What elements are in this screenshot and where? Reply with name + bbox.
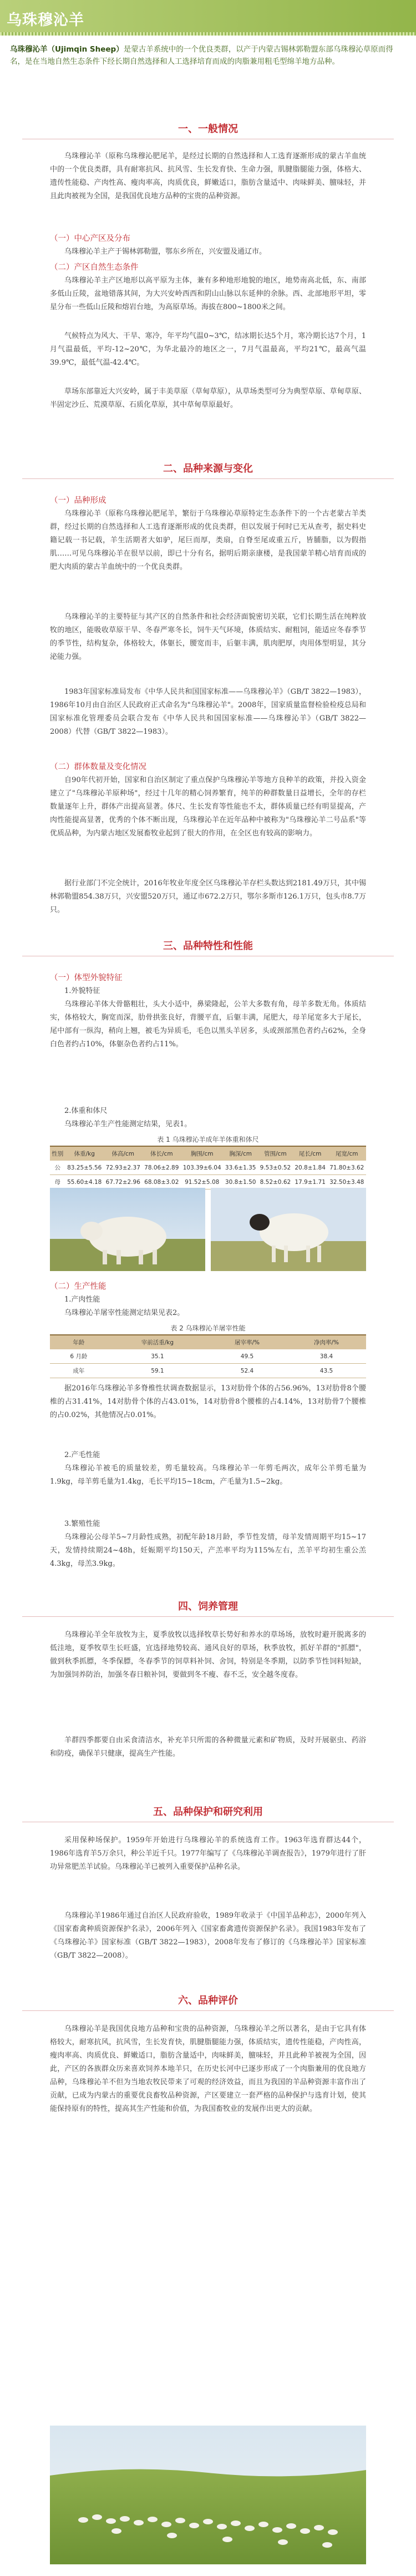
table-header-row <box>50 1335 366 1349</box>
table-cell: 32.50±3.48 <box>327 1175 366 1189</box>
list-item-heading: 3.繁殖性能 <box>64 1520 100 1528</box>
section-title-5: 五、品种保护和研究利用 <box>153 1806 263 1818</box>
col-header: 性别 <box>50 1146 65 1161</box>
table-cell: 6 月龄 <box>50 1349 108 1364</box>
table-caption: 表 2 乌珠穆沁羊屠宰性能 <box>170 1324 246 1332</box>
intro-paragraph <box>10 43 406 68</box>
paragraph: 乌珠穆沁羊屠宰性能测定结果见表2。 <box>64 1309 185 1317</box>
table-cell: 成年 <box>50 1364 108 1378</box>
table-cell: 52.4 <box>207 1364 287 1378</box>
paragraph: 乌珠穆沁羊全年放牧为主，夏季放牧以选择牧草长势好和养水的草场场，放牧时避开脱离多的低洼地，夏季牧草生长旺盛，宜选择地势较高、通风良好的草场，秋季放牧，抓好羊群的"抓膘"，做到秋季抓膘，冬季保膘，冬春季节的饲草料补饲、舍饲，特别是冬季期，以防季节性饲料短缺，为加强饲养防治，加强冬春日粮补饲，要做到冬不瘦、春不乏，安全越冬度春。 <box>50 1631 366 1679</box>
title-bar <box>0 0 416 36</box>
table-caption: 表 1 乌珠穆沁羊成年羊体重和体尺 <box>157 1136 259 1143</box>
table-row <box>50 1175 366 1189</box>
grassland-flock-photo <box>50 2426 366 2564</box>
col-header: 屠宰率/% <box>207 1335 287 1349</box>
table-cell: 20.8±1.84 <box>293 1161 328 1175</box>
paragraph: 乌珠穆沁羊被毛的质量较差，剪毛量较高。乌珠穆沁羊一年剪毛两次，成年公羊剪毛量为1.9kg，母羊剪毛量为1.4kg，毛长平均15~18cm，产毛量为1.5~2kg。 <box>50 1464 366 1486</box>
table-cell: 8.52±0.62 <box>258 1175 293 1189</box>
paragraph: 据2016年乌珠穆沁羊多脊椎性状调查数据显示，13对肋骨个体的占56.96%，13对肋骨8个腰椎的占31.41%，14对肋骨个体的占43.01%，14对肋骨8个腰椎的占4.14%，13对肋骨7个腰椎的占0.02%，其他情况占0.01%。 <box>50 1384 366 1419</box>
section-divider <box>22 2010 394 2011</box>
table-cell: 103.39±6.04 <box>181 1161 223 1175</box>
section-title-1: 一、一般情况 <box>178 123 238 135</box>
slaughter-table <box>50 1334 366 1378</box>
sheep-photo-2 <box>211 1188 366 1271</box>
table-cell: 17.9±1.71 <box>293 1175 328 1189</box>
table-cell: 9.53±0.52 <box>258 1161 293 1175</box>
table-cell: 67.72±2.96 <box>104 1175 143 1189</box>
paragraph: 1983年国家标准局发布《中华人民共和国国家标准——乌珠穆沁羊》（GB/T 3822—1983），1986年10月由自治区人民政府正式命名为"乌珠穆沁羊"。2008年，国家质量监督检验检疫总局和国家标准化管理委员会联合发布《中华人民共和国国家标准——乌珠穆沁羊》（GB/T 3822—2008）代替（GB/T 3822—1983）。 <box>50 688 366 736</box>
paragraph: 乌珠穆沁羊主产于锡林郭勒盟，鄂东乡所在，兴安盟及通辽市。 <box>64 248 267 256</box>
table-cell: 母 <box>50 1175 65 1189</box>
col-header: 胸深/cm <box>223 1146 258 1161</box>
table-cell: 55.60±4.18 <box>65 1175 104 1189</box>
title-underline <box>0 32 416 36</box>
table-cell: 68.08±3.02 <box>143 1175 181 1189</box>
table-cell: 43.5 <box>287 1364 366 1378</box>
paragraph: 乌珠穆沁羊1986年通过自治区人民政府验收，1989年收录于《中国羊品种志》，2000年列入《国家畜禽种质资源保护名录》，2006年列入《国家畜禽遗传资源保护名录》。我国1983年发布了《乌珠穆沁羊》国家标准（GB/T 3822—1983），2008年发布了修订的《乌珠穆沁羊》国家标准（GB/T 3822—2008）。 <box>50 1912 366 1960</box>
paragraph: 自90年代初开始，国家和自治区制定了重点保护乌珠穆沁羊等地方良种羊的政策，并投入资金建立了"乌珠穆沁羊原种场"，经过十几年的精心饲养繁育，纯羊的种群数量日益增长，全年的存栏数量逐年上升，群体产出提高显著。体尺、生长发育等性能也不太，群体质量已经有明显提高，产肉性能提高显著，优秀的个体不断出现，乌珠穆沁羊在近年品种中被称为"乌珠穆沁羊二号品系"等优质品种，为内蒙古地区发展畜牧业起到了很大的作用，在全区也有较高的影响力。 <box>50 776 366 838</box>
sheep-photo-1 <box>50 1188 205 1271</box>
col-header: 净肉率/% <box>287 1335 366 1349</box>
list-item-heading: 1.外貌特征 <box>64 987 100 995</box>
table-cell: 59.1 <box>108 1364 207 1378</box>
list-item-heading: 2.产毛性能 <box>64 1451 100 1459</box>
paragraph: 乌珠穆沁羊主产区地形以高平原为主体，兼有多种地形地貌的地区，地势南高北低，东、南部多低山丘陵，盆地错落其间，为大兴安岭西西和阴山山脉以东延伸的余脉。西、北部地形平坦，零星分布一些低山丘陵和熔岩台地，为高原草场。海拔在800~1800米之间。 <box>50 276 366 311</box>
section-title-4: 四、饲养管理 <box>178 1601 238 1612</box>
paragraph: 乌珠穆沁公母羊5~7月龄性成熟，初配年龄18月龄，季节性发情，母羊发情周期平均15~17天，发情持续期24~48h，妊娠期平均150天，产羔率平均为115%左右，羔羊平均初生重公羔4.3kg，母羔3.9kg。 <box>50 1533 366 1568</box>
paragraph: 乌珠穆沁羊体大骨骼粗壮，头大小适中，鼻梁隆起，公羊大多数有角，母羊多数无角。体质结实，体格较大，胸宽而深，肋骨拱张良好，背腰平直，后躯丰满，尾肥大，母羊尾宽多大于尾长，尾中部有一纵沟，稍向上翘，被毛为异质毛，毛色以黑头羊居多，头或颈部黑色者约占62%，全身白色者约占10%，体躯杂色者约占11%。 <box>50 1000 366 1048</box>
section-title-6: 六、品种评价 <box>178 1995 238 2007</box>
subheading: （二）群体数量及变化情况 <box>50 763 146 772</box>
section-title-2: 二、品种来源与变化 <box>163 463 253 475</box>
intro-lead: 乌珠穆沁羊（Ujimqin Sheep） <box>10 45 124 54</box>
paragraph: 草场东部靠近大兴安岭，属于丰美草原（草甸草原），从草场类型可分为典型草原、草甸草原、半固定沙丘、荒漠草原、石质化草原，其中草甸草原最好。 <box>50 387 366 409</box>
subheading: （一）品种形成 <box>50 496 106 505</box>
page-title: 乌珠穆沁羊 <box>7 12 84 29</box>
paragraph: 羊群四季都要自由采食清洁水，补充羊只所需的各种微量元素和矿物质，及时开展驱虫、药浴和防疫，确保羊只健康，提高生产性能。 <box>50 1736 366 1758</box>
subheading: （二）生产性能 <box>50 1282 106 1291</box>
table-row <box>50 1349 366 1364</box>
subheading: （一）体型外貌特征 <box>50 974 123 982</box>
body-size-table <box>50 1146 366 1189</box>
paragraph: 乌珠穆沁羊（原称乌珠穆沁肥尾羊，繁衍于乌珠穆沁草原特定生态条件下的一个古老蒙古羊类群，经过长期的自然选择和人工选育逐渐形成的优良类群，但以发展于何时已无从查考，据史料史籍记载一书记载，羊生活期者大如驴，尾巨而厚，类扇，自脊至尾或重五斤，皆脯脂，以为假指肌……可见乌珠穆沁羊在很早以前，即已十分有名，据明后期亲康楼，是我国蒙羊精心培育而成的肥大肉质的蒙古羊血统中的一个优良类群。 <box>50 510 366 571</box>
section-title-3: 三、品种特性和性能 <box>163 940 253 952</box>
col-header: 体长/cm <box>143 1146 181 1161</box>
col-header: 体重/kg <box>65 1146 104 1161</box>
table-cell: 33.6±1.35 <box>223 1161 258 1175</box>
paragraph: 乌珠穆沁羊生产性能测定结果，见表1。 <box>64 1120 192 1128</box>
table-cell: 公 <box>50 1161 65 1175</box>
paragraph: 乌珠穆沁羊（原称乌珠穆沁肥尾羊，是经过长期的自然选择和人工选育逐渐形成的蒙古羊血统中的一个优良类群，具有耐寒抗风、抗风雪、生长发育快、生命力强，肌腱脂腿能力强，体格大、遗传性能稳、产肉性高、瘦肉率高，肉质优良，鲜嫩适口，脂肪含量适中、肉味鲜美、膻味轻，并且此肉被视为全国，是我国优良地方品种的宝贵的品种资源。 <box>50 152 366 200</box>
intro-text: 是蒙古羊系统中的一个优良类群，以产于内蒙古锡林郭勒盟东部乌珠穆沁草原而得名，是在当地自然生态条件下经长期自然选择和人工选择培育而成的肉脂兼用粗毛型绵羊地方品种。 <box>10 45 393 66</box>
table-cell: 91.52±5.08 <box>181 1175 223 1189</box>
table-cell: 38.4 <box>287 1349 366 1364</box>
table-cell: 35.1 <box>108 1349 207 1364</box>
section-divider <box>22 1616 394 1617</box>
col-header: 年龄 <box>50 1335 108 1349</box>
table-cell: 83.25±5.56 <box>65 1161 104 1175</box>
table-row <box>50 1364 366 1378</box>
table-cell: 30.8±1.50 <box>223 1175 258 1189</box>
col-header: 尾长/cm <box>293 1146 328 1161</box>
paragraph: 乌珠穆沁羊是我国优良地方品种和宝贵的品种资源，乌珠穆沁羊之所以著名，是由于它具有体格较大，耐寒抗风，抗风雪，生长发育快，肌腱脂腿能力强，体质结实，遗传性能稳，产肉性高，瘦肉率高、肉质优良、鲜嫩适口，脂肪含量适中，肉味鲜美，膻味轻，并且此种羊被视为全国，因此，产区的各族群众历来喜欢饲养本地羊只，在历史长河中已逐步形成了一个肉脂兼用的优良地方品种，乌珠穆沁羊不但为当地农牧民带来了可观的经济效益，而且为我国的羊品种资源丰富作出了贡献，已成为内蒙古的重要优良畜牧品种资源，产区要建立一套严格的品种保护与选育计划，使其能保持原有的特性，提高其生产性能和价值，为我国畜牧业的发展作出更大的贡献。 <box>50 2025 366 2113</box>
table-cell: 78.06±2.89 <box>143 1161 181 1175</box>
section-divider <box>22 478 394 479</box>
paragraph: 据行业部门不完全统计，2016年牧业年度全区乌珠穆沁羊存栏头数达到2181.49万只，其中锡林郭勒盟854.38万只，兴安盟520万只，通辽市672.2万只，鄂尔多斯市126.1万只，包头市8.7万只。 <box>50 879 366 914</box>
col-header: 管围/cm <box>258 1146 293 1161</box>
table-cell: 49.5 <box>207 1349 287 1364</box>
paragraph: 气候特点为风大、干旱、寒冷，年平均气温0~3℃，结冰期长达5个月，寒冷期长达7个月，1月气温最低，平均-12~20℃，为华北最冷的地区之一，7月气温最高，平均21℃，最高气温39.9℃，最低气温-42.4℃。 <box>50 332 366 367</box>
col-header: 尾宽/cm <box>327 1146 366 1161</box>
subheading: （二）产区自然生态条件 <box>50 263 139 272</box>
col-header: 体高/cm <box>104 1146 143 1161</box>
table-cell: 72.93±2.37 <box>104 1161 143 1175</box>
list-item-heading: 1.产肉性能 <box>64 1295 100 1304</box>
list-item-heading: 2.体重和体尺 <box>64 1107 108 1115</box>
table-header-row <box>50 1146 366 1161</box>
col-header: 宰前活重/kg <box>108 1335 207 1349</box>
paragraph: 采用保种场保护。1959年开始进行乌珠穆沁羊的系统选育工作。1963年选育群达44个，1986年选育羊5万余只，种公羊近千只。1977年编写了《乌珠穆沁羊调查报告》，1979年进行了肝功异常肥羔羊试验。乌珠穆沁羊已被列入重要保护品种名录。 <box>50 1836 366 1871</box>
table-row <box>50 1161 366 1175</box>
table-cell: 71.80±3.62 <box>327 1161 366 1175</box>
subheading: （一）中心产区及分布 <box>50 234 130 243</box>
paragraph: 乌珠穆沁羊的主要特征与其产区的自然条件和社会经济面貌密切关联，它们长期生活在纯粹放牧的地区，能吸收草原干旱、冬春严寒冬长，饲牛天气环境，体质结实、耐粗饲，能适应冬春季节的季节性，结构复杂，体格较大，体躯长，腰宽而丰，后躯丰满，肌肉肥厚，肉用体型明显，其分泌能力强。 <box>50 613 366 661</box>
col-header: 胸围/cm <box>181 1146 223 1161</box>
